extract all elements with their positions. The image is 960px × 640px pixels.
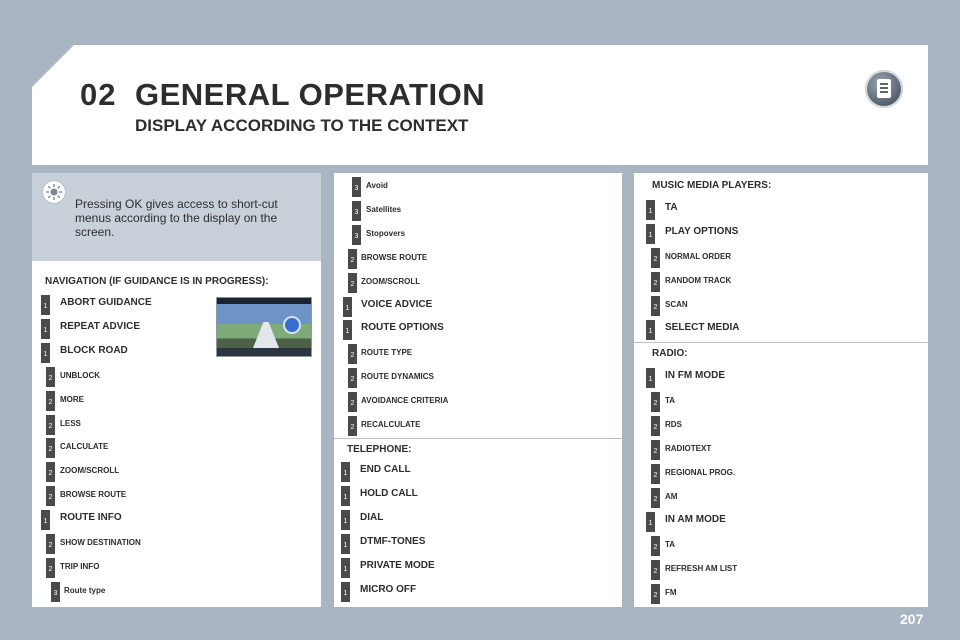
- menu-level-badge: 1: [646, 224, 655, 244]
- menu-item-label: BROWSE ROUTE: [361, 253, 428, 262]
- menu-level-badge: 2: [651, 272, 660, 292]
- menu-level-badge: 2: [651, 536, 660, 556]
- menu-item-label: TRIP INFO: [60, 562, 100, 571]
- menu-level-badge: 2: [651, 584, 660, 604]
- menu-item-label: CALCULATE: [60, 442, 109, 451]
- menu-level-badge: 2: [348, 249, 357, 269]
- menu-item-label: REGIONAL PROG.: [665, 468, 736, 477]
- menu-level-badge: 2: [348, 273, 357, 293]
- menu-level-badge: 3: [352, 225, 361, 245]
- menu-item-label: TA: [665, 202, 678, 213]
- menu-item-label: DTMF-TONES: [360, 536, 426, 547]
- menu-item-label: VOICE ADVICE: [361, 299, 433, 310]
- menu-level-badge: 1: [646, 200, 655, 220]
- media-panel: [634, 173, 928, 607]
- menu-level-badge: 1: [646, 368, 655, 388]
- menu-item-label: Stopovers: [366, 229, 406, 238]
- menu-item-label: RANDOM TRACK: [665, 276, 732, 285]
- menu-level-badge: 1: [41, 295, 50, 315]
- menu-item-label: BLOCK ROAD: [60, 345, 128, 356]
- chapter-number: 02: [80, 77, 117, 112]
- navigation-heading: NAVIGATION (IF GUIDANCE IS IN PROGRESS):: [45, 276, 269, 287]
- book-icon: [865, 70, 903, 108]
- radio-heading: RADIO:: [652, 348, 688, 359]
- menu-item-label: ROUTE DYNAMICS: [361, 372, 434, 381]
- menu-level-badge: 2: [348, 392, 357, 412]
- menu-level-badge: 1: [341, 510, 350, 530]
- menu-item-label: ZOOM/SCROLL: [361, 277, 421, 286]
- menu-item-label: ROUTE TYPE: [361, 348, 413, 357]
- navigation-screen-image: [216, 297, 312, 357]
- menu-item-label: DIAL: [360, 512, 384, 523]
- menu-item-label: Satellites: [366, 205, 402, 214]
- menu-item-label: REPEAT ADVICE: [60, 321, 141, 332]
- menu-level-badge: 1: [341, 462, 350, 482]
- tip-text: Pressing OK gives access to short-cut menus according to the display on the screen.: [75, 197, 278, 239]
- menu-level-badge: 3: [51, 582, 60, 602]
- menu-item-label: RDS: [665, 420, 682, 429]
- menu-level-badge: 2: [651, 248, 660, 268]
- menu-level-badge: 2: [348, 344, 357, 364]
- menu-item-label: ROUTE OPTIONS: [361, 322, 444, 333]
- menu-level-badge: 2: [46, 391, 55, 411]
- menu-item-label: MORE: [60, 395, 84, 404]
- menu-level-badge: 2: [46, 462, 55, 482]
- menu-level-badge: 2: [651, 440, 660, 460]
- music-heading: MUSIC MEDIA PLAYERS:: [652, 180, 772, 191]
- menu-item-label: Avoid: [366, 181, 388, 190]
- menu-level-badge: 2: [348, 416, 357, 436]
- menu-level-badge: 2: [651, 464, 660, 484]
- menu-item-label: SCAN: [665, 300, 688, 309]
- menu-item-label: LESS: [60, 419, 81, 428]
- menu-item-label: RADIOTEXT: [665, 444, 712, 453]
- menu-item-label: PRIVATE MODE: [360, 560, 435, 571]
- menu-level-badge: 1: [41, 343, 50, 363]
- menu-item-label: IN AM MODE: [665, 514, 726, 525]
- menu-level-badge: 1: [341, 486, 350, 506]
- menu-item-label: ROUTE INFO: [60, 512, 122, 523]
- menu-item-label: BROWSE ROUTE: [60, 490, 127, 499]
- menu-item-label: AM: [665, 492, 678, 501]
- menu-item-label: AVOIDANCE CRITERIA: [361, 396, 449, 405]
- menu-level-badge: 1: [341, 558, 350, 578]
- menu-level-badge: 1: [341, 582, 350, 602]
- menu-item-label: SELECT MEDIA: [665, 322, 740, 333]
- menu-item-label: PLAY OPTIONS: [665, 226, 739, 237]
- menu-level-badge: 2: [348, 368, 357, 388]
- menu-level-badge: 2: [651, 488, 660, 508]
- menu-item-label: TA: [665, 396, 676, 405]
- menu-item-label: UNBLOCK: [60, 371, 100, 380]
- telephone-heading: TELEPHONE:: [347, 444, 412, 455]
- menu-level-badge: 2: [651, 560, 660, 580]
- menu-level-badge: 3: [352, 201, 361, 221]
- menu-item-label: ZOOM/SCROLL: [60, 466, 120, 475]
- menu-item-label: NORMAL ORDER: [665, 252, 732, 261]
- menu-level-badge: 2: [651, 392, 660, 412]
- page-title: GENERAL OPERATION: [135, 77, 486, 112]
- menu-level-badge: 1: [41, 510, 50, 530]
- menu-level-badge: 1: [41, 319, 50, 339]
- menu-level-badge: 2: [46, 534, 55, 554]
- menu-item-label: HOLD CALL: [360, 488, 418, 499]
- menu-level-badge: 2: [46, 367, 55, 387]
- menu-level-badge: 2: [46, 438, 55, 458]
- page-subtitle: DISPLAY ACCORDING TO THE CONTEXT: [135, 116, 469, 135]
- menu-item-label: TA: [665, 540, 676, 549]
- menu-item-label: ABORT GUIDANCE: [60, 297, 152, 308]
- menu-level-badge: 1: [343, 297, 352, 317]
- menu-level-badge: 2: [46, 486, 55, 506]
- menu-level-badge: 1: [646, 320, 655, 340]
- menu-item-label: FM: [665, 588, 677, 597]
- menu-item-label: END CALL: [360, 464, 411, 475]
- menu-level-badge: 1: [341, 534, 350, 554]
- menu-level-badge: 2: [46, 558, 55, 578]
- menu-level-badge: 1: [343, 320, 352, 340]
- menu-item-label: REFRESH AM LIST: [665, 564, 738, 573]
- section-divider: [334, 438, 622, 439]
- section-divider: [634, 342, 928, 343]
- menu-item-label: Route type: [64, 586, 106, 595]
- menu-item-label: IN FM MODE: [665, 370, 725, 381]
- menu-level-badge: 3: [352, 177, 361, 197]
- page-number: 207: [900, 611, 924, 627]
- menu-item-label: SHOW DESTINATION: [60, 538, 141, 547]
- menu-item-label: MICRO OFF: [360, 584, 417, 595]
- sun-icon: [42, 180, 66, 204]
- menu-item-label: RECALCULATE: [361, 420, 421, 429]
- menu-level-badge: 2: [651, 296, 660, 316]
- menu-level-badge: 1: [646, 512, 655, 532]
- menu-level-badge: 2: [651, 416, 660, 436]
- menu-level-badge: 2: [46, 415, 55, 435]
